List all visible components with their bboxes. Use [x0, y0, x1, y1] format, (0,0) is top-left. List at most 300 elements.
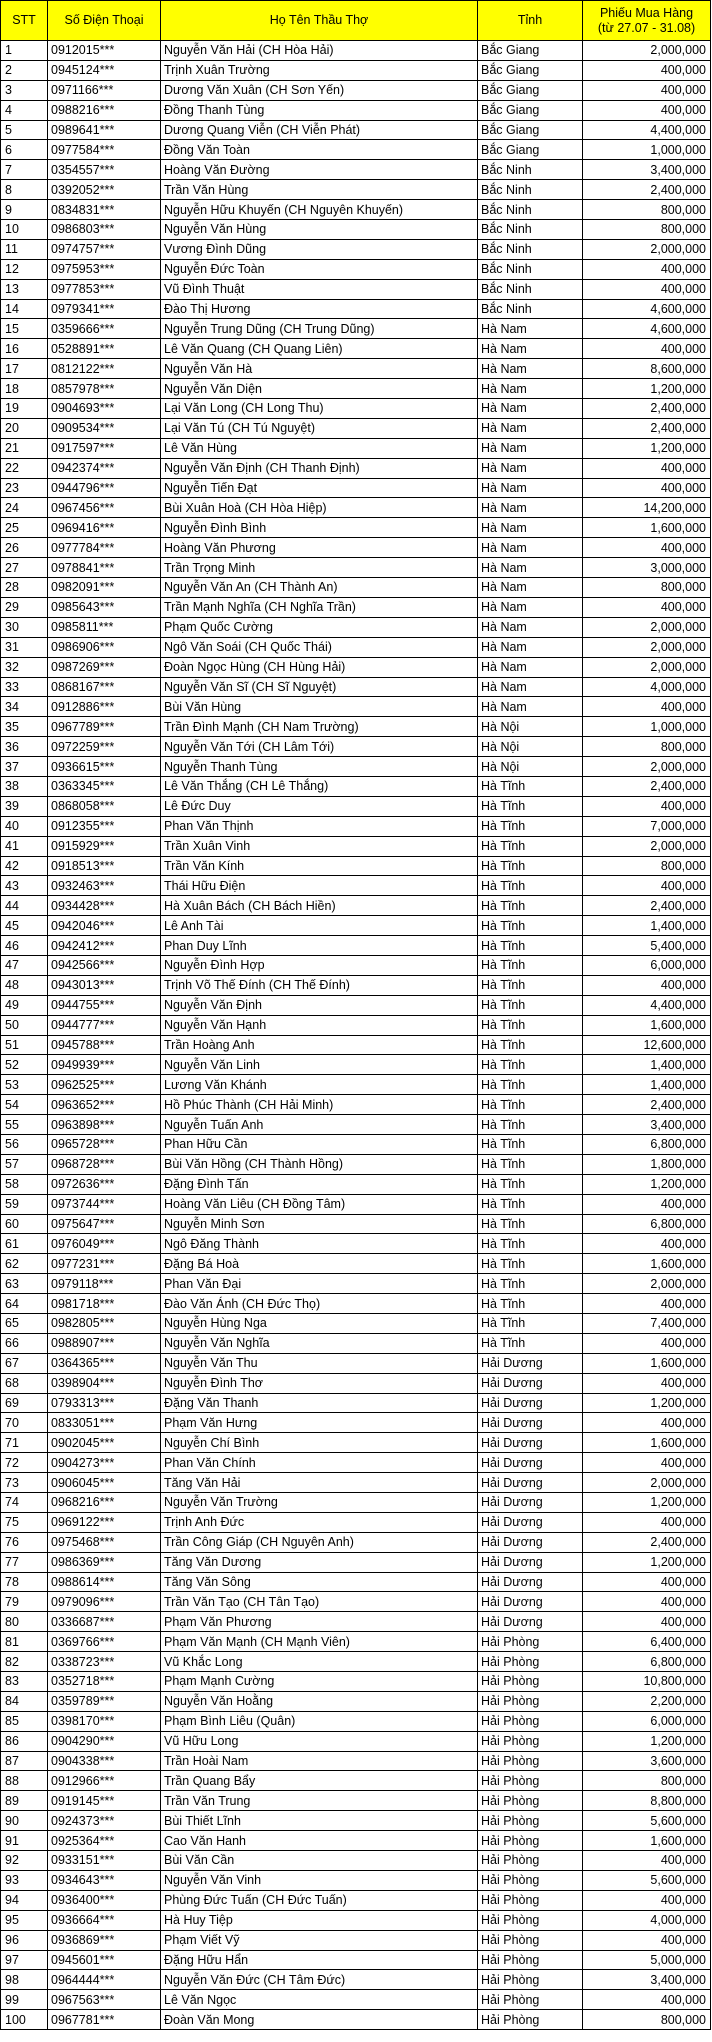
cell-voucher-amount: 2,400,000 [583, 180, 711, 200]
cell-province: Hà Nam [478, 458, 583, 478]
cell-name: Phan Văn Đại [161, 1274, 478, 1294]
cell-province: Hà Tĩnh [478, 776, 583, 796]
header-name: Họ Tên Thầu Thợ [161, 1, 478, 41]
cell-stt: 99 [1, 1990, 48, 2010]
cell-phone: 0967563*** [48, 1990, 161, 2010]
cell-name: Hoàng Văn Liêu (CH Đồng Tâm) [161, 1194, 478, 1214]
cell-phone: 0977784*** [48, 538, 161, 558]
cell-stt: 40 [1, 816, 48, 836]
cell-name: Hồ Phúc Thành (CH Hải Minh) [161, 1095, 478, 1115]
cell-province: Hà Tĩnh [478, 1095, 583, 1115]
table-row [1, 1134, 711, 1154]
cell-voucher-amount: 4,600,000 [583, 299, 711, 319]
cell-name: Trần Văn Hùng [161, 180, 478, 200]
cell-stt: 80 [1, 1612, 48, 1632]
header-province: Tỉnh [478, 1, 583, 41]
cell-phone: 0988907*** [48, 1333, 161, 1353]
table-row [1, 418, 711, 438]
cell-voucher-amount: 400,000 [583, 697, 711, 717]
cell-province: Bắc Giang [478, 120, 583, 140]
cell-name: Cao Văn Hanh [161, 1831, 478, 1851]
cell-province: Hải Dương [478, 1353, 583, 1373]
cell-voucher-amount: 4,000,000 [583, 1910, 711, 1930]
cell-voucher-amount: 400,000 [583, 1890, 711, 1910]
cell-name: Hoàng Văn Phương [161, 538, 478, 558]
cell-stt: 78 [1, 1572, 48, 1592]
cell-province: Hà Nam [478, 677, 583, 697]
cell-phone: 0936400*** [48, 1890, 161, 1910]
cell-voucher-amount: 400,000 [583, 597, 711, 617]
cell-voucher-amount: 400,000 [583, 1592, 711, 1612]
table-row [1, 916, 711, 936]
cell-province: Hà Tĩnh [478, 896, 583, 916]
cell-province: Hà Tĩnh [478, 876, 583, 896]
cell-province: Hà Nam [478, 478, 583, 498]
cell-phone: 0971166*** [48, 80, 161, 100]
table-row [1, 617, 711, 637]
cell-province: Hải Phòng [478, 1910, 583, 1930]
cell-name: Trần Đình Mạnh (CH Nam Trường) [161, 717, 478, 737]
cell-phone: 0945788*** [48, 1035, 161, 1055]
cell-stt: 15 [1, 319, 48, 339]
cell-stt: 86 [1, 1731, 48, 1751]
cell-name: Đặng Văn Thanh [161, 1393, 478, 1413]
table-row [1, 836, 711, 856]
cell-province: Hà Tĩnh [478, 1214, 583, 1234]
cell-stt: 95 [1, 1910, 48, 1930]
cell-province: Hà Tĩnh [478, 1015, 583, 1035]
cell-phone: 0942566*** [48, 955, 161, 975]
cell-voucher-amount: 7,400,000 [583, 1314, 711, 1334]
cell-province: Hải Phòng [478, 1652, 583, 1672]
cell-name: Nguyễn Văn Hùng [161, 220, 478, 240]
cell-stt: 49 [1, 995, 48, 1015]
cell-stt: 65 [1, 1314, 48, 1334]
cell-province: Hà Nam [478, 359, 583, 379]
cell-province: Hải Phòng [478, 1711, 583, 1731]
cell-province: Hà Tĩnh [478, 1154, 583, 1174]
table-row [1, 1154, 711, 1174]
cell-stt: 52 [1, 1055, 48, 1075]
cell-province: Hà Tĩnh [478, 936, 583, 956]
cell-voucher-amount: 400,000 [583, 1234, 711, 1254]
table-row [1, 498, 711, 518]
table-row [1, 1811, 711, 1831]
table-row [1, 657, 711, 677]
header-voucher-title: Phiếu Mua Hàng [599, 5, 694, 20]
table-row [1, 856, 711, 876]
cell-phone: 0915929*** [48, 836, 161, 856]
cell-name: Trịnh Võ Thế Đính (CH Thế Đính) [161, 975, 478, 995]
cell-phone: 0987269*** [48, 657, 161, 677]
cell-stt: 7 [1, 160, 48, 180]
cell-name: Vũ Đình Thuật [161, 279, 478, 299]
cell-name: Đồng Văn Toàn [161, 140, 478, 160]
cell-phone: 0906045*** [48, 1473, 161, 1493]
cell-phone: 0976049*** [48, 1234, 161, 1254]
table-row [1, 677, 711, 697]
cell-name: Vũ Khắc Long [161, 1652, 478, 1672]
cell-phone: 0925364*** [48, 1831, 161, 1851]
cell-province: Hải Dương [478, 1572, 583, 1592]
cell-name: Đoàn Văn Mong [161, 2010, 478, 2030]
cell-phone: 0857978*** [48, 379, 161, 399]
cell-voucher-amount: 400,000 [583, 279, 711, 299]
cell-province: Bắc Giang [478, 140, 583, 160]
cell-voucher-amount: 400,000 [583, 259, 711, 279]
cell-stt: 31 [1, 637, 48, 657]
cell-voucher-amount: 1,200,000 [583, 1174, 711, 1194]
table-row [1, 1990, 711, 2010]
cell-phone: 0793313*** [48, 1393, 161, 1413]
cell-province: Bắc Ninh [478, 200, 583, 220]
cell-name: Trịnh Anh Đức [161, 1512, 478, 1532]
cell-voucher-amount: 400,000 [583, 1333, 711, 1353]
cell-voucher-amount: 2,000,000 [583, 757, 711, 777]
cell-province: Hà Tĩnh [478, 1035, 583, 1055]
cell-name: Nguyễn Văn Nghĩa [161, 1333, 478, 1353]
cell-phone: 0904693*** [48, 399, 161, 419]
cell-stt: 27 [1, 558, 48, 578]
cell-name: Lại Văn Long (CH Long Thu) [161, 399, 478, 419]
table-row [1, 1612, 711, 1632]
table-row [1, 399, 711, 419]
cell-name: Tăng Văn Sông [161, 1572, 478, 1592]
cell-phone: 0949939*** [48, 1055, 161, 1075]
cell-stt: 38 [1, 776, 48, 796]
cell-province: Hà Nam [478, 617, 583, 637]
cell-voucher-amount: 5,600,000 [583, 1870, 711, 1890]
cell-province: Hà Nam [478, 399, 583, 419]
cell-stt: 53 [1, 1075, 48, 1095]
table-row [1, 796, 711, 816]
cell-phone: 0354557*** [48, 160, 161, 180]
cell-province: Bắc Giang [478, 60, 583, 80]
cell-stt: 4 [1, 100, 48, 120]
cell-stt: 44 [1, 896, 48, 916]
cell-name: Nguyễn Đức Toàn [161, 259, 478, 279]
cell-name: Đặng Hữu Hẩn [161, 1950, 478, 1970]
cell-name: Phạm Mạnh Cường [161, 1672, 478, 1692]
table-row [1, 1055, 711, 1075]
table-row [1, 1771, 711, 1791]
table-row [1, 816, 711, 836]
cell-phone: 0936615*** [48, 757, 161, 777]
table-row [1, 1512, 711, 1532]
table-row [1, 936, 711, 956]
cell-phone: 0352718*** [48, 1672, 161, 1692]
cell-stt: 8 [1, 180, 48, 200]
cell-stt: 83 [1, 1672, 48, 1692]
cell-phone: 0985643*** [48, 597, 161, 617]
cell-stt: 50 [1, 1015, 48, 1035]
cell-voucher-amount: 1,800,000 [583, 1154, 711, 1174]
cell-voucher-amount: 1,200,000 [583, 1552, 711, 1572]
table-row [1, 478, 711, 498]
cell-name: Phan Văn Chính [161, 1453, 478, 1473]
cell-stt: 48 [1, 975, 48, 995]
cell-name: Đặng Đình Tấn [161, 1174, 478, 1194]
cell-stt: 45 [1, 916, 48, 936]
cell-stt: 19 [1, 399, 48, 419]
table-row [1, 1353, 711, 1373]
table-row [1, 1473, 711, 1493]
cell-stt: 58 [1, 1174, 48, 1194]
cell-name: Trần Xuân Vinh [161, 836, 478, 856]
cell-voucher-amount: 400,000 [583, 1294, 711, 1314]
cell-phone: 0968728*** [48, 1154, 161, 1174]
cell-phone: 0398170*** [48, 1711, 161, 1731]
cell-phone: 0975468*** [48, 1532, 161, 1552]
cell-stt: 5 [1, 120, 48, 140]
cell-voucher-amount: 4,000,000 [583, 677, 711, 697]
cell-name: Phạm Văn Hưng [161, 1413, 478, 1433]
cell-voucher-amount: 2,000,000 [583, 836, 711, 856]
cell-voucher-amount: 2,400,000 [583, 399, 711, 419]
table-row [1, 637, 711, 657]
cell-voucher-amount: 400,000 [583, 876, 711, 896]
table-row [1, 1851, 711, 1871]
cell-voucher-amount: 1,200,000 [583, 379, 711, 399]
cell-voucher-amount: 3,600,000 [583, 1751, 711, 1771]
table-row [1, 1552, 711, 1572]
cell-voucher-amount: 1,600,000 [583, 1015, 711, 1035]
cell-province: Hải Phòng [478, 1771, 583, 1791]
cell-name: Nguyễn Văn Thu [161, 1353, 478, 1373]
cell-stt: 100 [1, 2010, 48, 2030]
cell-name: Phan Văn Thịnh [161, 816, 478, 836]
cell-province: Bắc Ninh [478, 299, 583, 319]
cell-province: Hà Nam [478, 379, 583, 399]
table-row [1, 1711, 711, 1731]
table-row [1, 1314, 711, 1334]
cell-province: Hà Nam [478, 697, 583, 717]
cell-phone: 0338723*** [48, 1652, 161, 1672]
table-row [1, 1831, 711, 1851]
cell-name: Dương Quang Viễn (CH Viễn Phát) [161, 120, 478, 140]
cell-stt: 92 [1, 1851, 48, 1871]
table-row [1, 1592, 711, 1612]
cell-stt: 96 [1, 1930, 48, 1950]
cell-voucher-amount: 4,400,000 [583, 120, 711, 140]
cell-voucher-amount: 2,000,000 [583, 1274, 711, 1294]
table-row [1, 1075, 711, 1095]
cell-phone: 0967781*** [48, 2010, 161, 2030]
table-row [1, 975, 711, 995]
cell-stt: 79 [1, 1592, 48, 1612]
cell-province: Hải Dương [478, 1393, 583, 1413]
cell-name: Lê Anh Tài [161, 916, 478, 936]
cell-stt: 90 [1, 1811, 48, 1831]
cell-province: Hải Phòng [478, 1831, 583, 1851]
cell-province: Hà Nam [478, 657, 583, 677]
cell-stt: 64 [1, 1294, 48, 1314]
cell-voucher-amount: 6,800,000 [583, 1134, 711, 1154]
cell-name: Tăng Văn Hải [161, 1473, 478, 1493]
table-row [1, 757, 711, 777]
cell-stt: 22 [1, 458, 48, 478]
cell-phone: 0989641*** [48, 120, 161, 140]
table-row [1, 140, 711, 160]
table-row [1, 1035, 711, 1055]
table-row [1, 458, 711, 478]
cell-province: Hải Phòng [478, 1751, 583, 1771]
cell-voucher-amount: 8,800,000 [583, 1791, 711, 1811]
cell-phone: 0986906*** [48, 637, 161, 657]
cell-phone: 0973744*** [48, 1194, 161, 1214]
table-row [1, 1234, 711, 1254]
table-row [1, 1652, 711, 1672]
cell-name: Trần Văn Trung [161, 1791, 478, 1811]
cell-phone: 0833051*** [48, 1413, 161, 1433]
cell-stt: 59 [1, 1194, 48, 1214]
cell-province: Bắc Ninh [478, 259, 583, 279]
cell-stt: 89 [1, 1791, 48, 1811]
table-row [1, 41, 711, 61]
cell-voucher-amount: 12,600,000 [583, 1035, 711, 1055]
table-row [1, 538, 711, 558]
table-row [1, 359, 711, 379]
cell-stt: 54 [1, 1095, 48, 1115]
cell-voucher-amount: 400,000 [583, 80, 711, 100]
cell-stt: 74 [1, 1493, 48, 1513]
cell-voucher-amount: 400,000 [583, 1413, 711, 1433]
cell-name: Nguyễn Đình Hợp [161, 955, 478, 975]
cell-phone: 0363345*** [48, 776, 161, 796]
cell-stt: 1 [1, 41, 48, 61]
cell-stt: 98 [1, 1970, 48, 1990]
cell-name: Nguyễn Hữu Khuyến (CH Nguyên Khuyến) [161, 200, 478, 220]
cell-stt: 60 [1, 1214, 48, 1234]
cell-province: Hà Tĩnh [478, 1333, 583, 1353]
cell-province: Hà Tĩnh [478, 995, 583, 1015]
table-row [1, 160, 711, 180]
cell-voucher-amount: 6,000,000 [583, 1711, 711, 1731]
cell-province: Hải Phòng [478, 1672, 583, 1692]
table-row [1, 1672, 711, 1692]
cell-phone: 0336687*** [48, 1612, 161, 1632]
cell-name: Đào Văn Ánh (CH Đức Thọ) [161, 1294, 478, 1314]
cell-phone: 0868058*** [48, 796, 161, 816]
table-row [1, 1214, 711, 1234]
cell-phone: 0974757*** [48, 239, 161, 259]
cell-province: Hà Tĩnh [478, 1115, 583, 1135]
table-row [1, 518, 711, 538]
cell-stt: 34 [1, 697, 48, 717]
cell-stt: 43 [1, 876, 48, 896]
cell-province: Hà Tĩnh [478, 1314, 583, 1334]
cell-name: Nguyễn Văn Sĩ (CH Sĩ Nguyệt) [161, 677, 478, 697]
cell-name: Phạm Quốc Cường [161, 617, 478, 637]
cell-voucher-amount: 400,000 [583, 1990, 711, 2010]
cell-phone: 0969416*** [48, 518, 161, 538]
cell-phone: 0924373*** [48, 1811, 161, 1831]
cell-stt: 35 [1, 717, 48, 737]
cell-voucher-amount: 2,000,000 [583, 41, 711, 61]
cell-province: Hà Tĩnh [478, 955, 583, 975]
cell-name: Nguyễn Hùng Nga [161, 1314, 478, 1334]
cell-name: Bùi Xuân Hoà (CH Hòa Hiệp) [161, 498, 478, 518]
cell-province: Hải Dương [478, 1433, 583, 1453]
cell-province: Hà Tĩnh [478, 916, 583, 936]
cell-voucher-amount: 4,600,000 [583, 319, 711, 339]
table-row [1, 1572, 711, 1592]
cell-stt: 36 [1, 737, 48, 757]
cell-stt: 55 [1, 1115, 48, 1135]
cell-voucher-amount: 400,000 [583, 538, 711, 558]
table-row [1, 1791, 711, 1811]
cell-province: Hà Nam [478, 597, 583, 617]
table-row [1, 180, 711, 200]
cell-phone: 0398904*** [48, 1373, 161, 1393]
cell-voucher-amount: 4,400,000 [583, 995, 711, 1015]
cell-voucher-amount: 1,200,000 [583, 438, 711, 458]
table-row [1, 2010, 711, 2030]
cell-province: Hải Phòng [478, 1731, 583, 1751]
cell-phone: 0902045*** [48, 1433, 161, 1453]
cell-voucher-amount: 2,400,000 [583, 896, 711, 916]
cell-phone: 0359666*** [48, 319, 161, 339]
cell-stt: 51 [1, 1035, 48, 1055]
cell-name: Nguyễn Văn Vinh [161, 1870, 478, 1890]
cell-stt: 21 [1, 438, 48, 458]
cell-phone: 0942046*** [48, 916, 161, 936]
cell-name: Bùi Văn Hùng [161, 697, 478, 717]
cell-voucher-amount: 1,400,000 [583, 1055, 711, 1075]
cell-phone: 0962525*** [48, 1075, 161, 1095]
cell-province: Hà Tĩnh [478, 1234, 583, 1254]
cell-name: Đặng Bá Hoà [161, 1254, 478, 1274]
table-row [1, 1890, 711, 1910]
cell-province: Hà Nam [478, 637, 583, 657]
cell-voucher-amount: 400,000 [583, 975, 711, 995]
cell-phone: 0812122*** [48, 359, 161, 379]
cell-voucher-amount: 400,000 [583, 478, 711, 498]
cell-voucher-amount: 400,000 [583, 1572, 711, 1592]
cell-phone: 0912966*** [48, 1771, 161, 1791]
cell-province: Hà Tĩnh [478, 856, 583, 876]
cell-province: Hà Nam [478, 538, 583, 558]
cell-voucher-amount: 1,000,000 [583, 140, 711, 160]
cell-phone: 0972636*** [48, 1174, 161, 1194]
cell-phone: 0988614*** [48, 1572, 161, 1592]
cell-name: Phạm Viết Vỹ [161, 1930, 478, 1950]
cell-name: Nguyễn Văn An (CH Thành An) [161, 578, 478, 598]
cell-stt: 16 [1, 339, 48, 359]
cell-voucher-amount: 2,400,000 [583, 418, 711, 438]
table-row [1, 1632, 711, 1652]
cell-phone: 0986803*** [48, 220, 161, 240]
cell-phone: 0969122*** [48, 1512, 161, 1532]
cell-province: Hà Tĩnh [478, 1134, 583, 1154]
cell-voucher-amount: 2,400,000 [583, 1532, 711, 1552]
cell-stt: 62 [1, 1254, 48, 1274]
cell-stt: 24 [1, 498, 48, 518]
cell-stt: 66 [1, 1333, 48, 1353]
cell-stt: 76 [1, 1532, 48, 1552]
cell-province: Hà Tĩnh [478, 1075, 583, 1095]
cell-province: Hà Nội [478, 757, 583, 777]
cell-province: Hải Phòng [478, 1791, 583, 1811]
cell-name: Phan Duy Lĩnh [161, 936, 478, 956]
cell-name: Nguyễn Văn Diện [161, 379, 478, 399]
cell-stt: 91 [1, 1831, 48, 1851]
cell-name: Nguyễn Đình Thơ [161, 1373, 478, 1393]
cell-name: Nguyễn Chí Bình [161, 1433, 478, 1453]
cell-stt: 73 [1, 1473, 48, 1493]
cell-phone: 0942412*** [48, 936, 161, 956]
cell-province: Hải Phòng [478, 1870, 583, 1890]
